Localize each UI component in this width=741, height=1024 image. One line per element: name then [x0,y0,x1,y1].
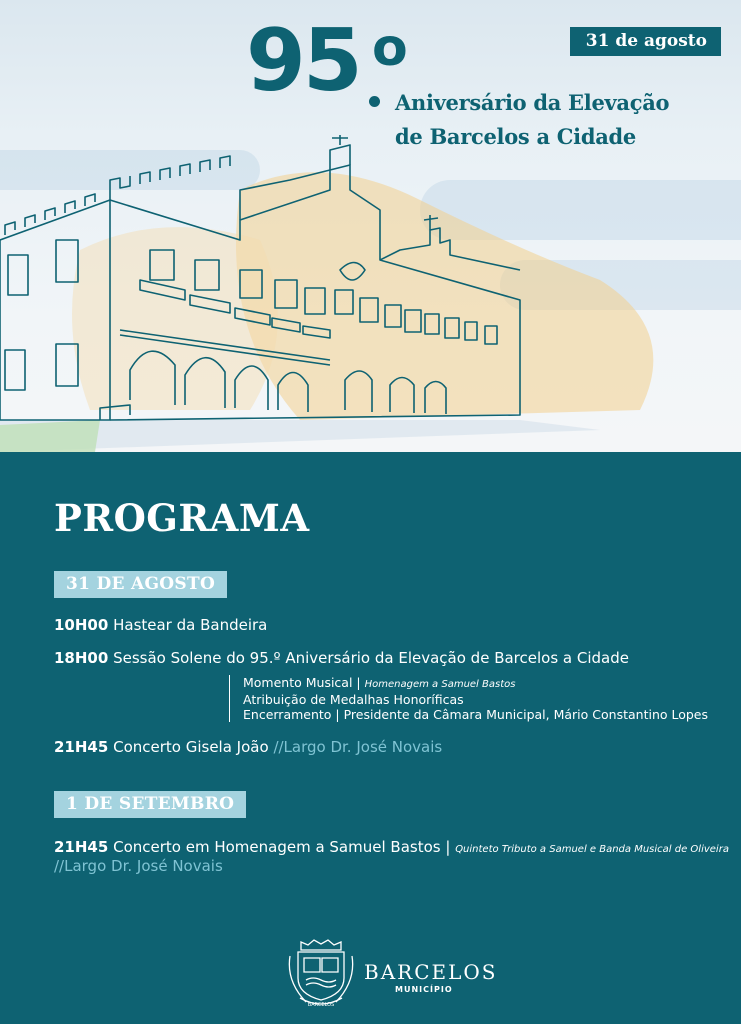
event-item [54,649,629,667]
event-time: 18H00 [54,649,109,667]
event-time: 21H45 [54,838,109,856]
sub-item: Atribuição de Medalhas Honoríficas [243,692,464,707]
municipality-name: BARCELOS [364,960,498,984]
town-hall-drawing [0,130,741,452]
title-line-2: de Barcelos a Cidade [395,124,636,149]
barcelos-crest-icon [286,936,356,1008]
header-illustration [0,0,741,452]
title-line-1: Aniversário da Elevação [395,90,670,115]
event-time: 10H00 [54,616,109,634]
sub-item [243,675,708,692]
event-text: Sessão Solene do 95.º Aniversário da Elevação de Barcelos a Cidade [113,649,629,667]
crest-text: BARCELOS [307,1002,335,1008]
municipality-label: MUNICÍPIO [395,985,453,994]
event-item [54,616,267,634]
day-label-31-august: 31 DE AGOSTO [54,571,227,598]
event-time: 21H45 [54,738,109,756]
event-item [54,738,442,756]
day-label-1-september: 1 DE SETEMBRO [54,791,246,818]
event-text: Hastear da Bandeira [113,616,268,634]
sub-item-note: Homenagem a Samuel Bastos [364,679,516,690]
event-note: Quinteto Tributo a Samuel e Banda Musical de Oliveira [455,844,729,855]
event-text: Concerto em Homenagem a Samuel Bastos | [113,838,451,856]
event-location: //Largo Dr. José Novais [54,857,223,875]
program-title: PROGRAMA [54,496,310,540]
date-badge: 31 de agosto [570,27,721,56]
sub-item-text: Momento Musical | [243,675,361,690]
session-sub-items [229,675,708,722]
event-location: //Largo Dr. José Novais [273,738,443,756]
event-text: Concerto Gisela João [113,738,269,756]
anniversary-number: 95 [246,11,360,111]
ordinal-dot [369,96,380,107]
sub-item: Encerramento | Presidente da Câmara Municipal, Mário Constantino Lopes [243,707,709,722]
ordinal-indicator: o [372,18,408,78]
event-item [54,838,729,856]
program-section [0,452,741,1024]
